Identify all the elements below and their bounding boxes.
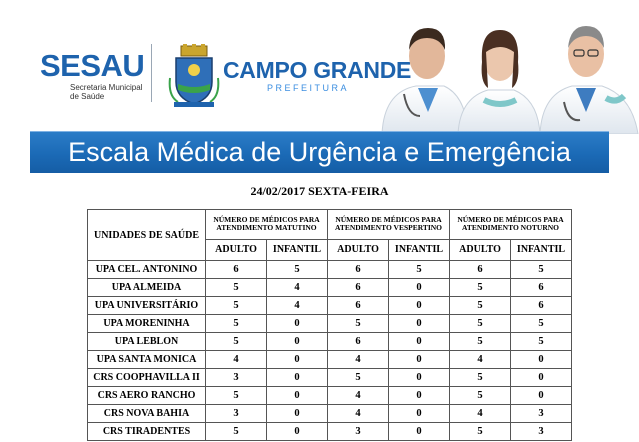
title-banner bbox=[30, 131, 609, 173]
doctor-count-cell: 5 bbox=[389, 261, 450, 279]
unit-name-cell: CRS AERO RANCHO bbox=[88, 387, 206, 405]
doctor-count-cell: 0 bbox=[389, 351, 450, 369]
table-row bbox=[88, 423, 572, 441]
doctor-count-cell: 0 bbox=[389, 387, 450, 405]
unit-name-cell: UPA ALMEIDA bbox=[88, 279, 206, 297]
doctor-count-cell: 5 bbox=[511, 261, 572, 279]
age-header: ADULTO bbox=[206, 239, 267, 260]
table-row bbox=[88, 351, 572, 369]
doctor-count-cell: 5 bbox=[206, 297, 267, 315]
age-header: ADULTO bbox=[450, 239, 511, 260]
doctor-count-cell: 0 bbox=[267, 315, 328, 333]
doctor-count-cell: 3 bbox=[511, 405, 572, 423]
doctor-count-cell: 0 bbox=[267, 333, 328, 351]
unit-name-cell: UPA CEL. ANTONINO bbox=[88, 261, 206, 279]
doctor-count-cell: 4 bbox=[328, 351, 389, 369]
doctor-count-cell: 4 bbox=[267, 279, 328, 297]
doctor-count-cell: 5 bbox=[450, 423, 511, 441]
doctor-count-cell: 5 bbox=[450, 315, 511, 333]
age-header: INFANTIL bbox=[389, 239, 450, 260]
page-header bbox=[0, 0, 639, 134]
table-row bbox=[88, 333, 572, 351]
doctor-count-cell: 0 bbox=[389, 297, 450, 315]
doctor-count-cell: 6 bbox=[328, 279, 389, 297]
doctor-count-cell: 4 bbox=[206, 351, 267, 369]
unit-name-cell: CRS NOVA BAHIA bbox=[88, 405, 206, 423]
schedule-table bbox=[87, 209, 572, 441]
doctor-count-cell: 6 bbox=[511, 279, 572, 297]
doctor-count-cell: 5 bbox=[450, 387, 511, 405]
unit-name-cell: UPA LEBLON bbox=[88, 333, 206, 351]
doctor-count-cell: 0 bbox=[267, 351, 328, 369]
doctor-count-cell: 4 bbox=[267, 297, 328, 315]
unit-name-cell: UPA UNIVERSITÁRIO bbox=[88, 297, 206, 315]
sesau-subtitle-line2: de Saúde bbox=[70, 92, 105, 101]
sesau-logo bbox=[40, 50, 148, 106]
doctor-count-cell: 5 bbox=[450, 297, 511, 315]
period-header-afternoon: NÚMERO DE MÉDICOS PARA ATENDIMENTO VESPERTINO bbox=[328, 210, 450, 240]
banner-title: Escala Médica de Urgência e Emergência bbox=[68, 137, 571, 167]
doctor-count-cell: 0 bbox=[511, 351, 572, 369]
doctor-count-cell: 3 bbox=[206, 405, 267, 423]
doctor-count-cell: 5 bbox=[450, 333, 511, 351]
doctor-count-cell: 0 bbox=[389, 333, 450, 351]
doctor-count-cell: 5 bbox=[206, 333, 267, 351]
doctor-count-cell: 0 bbox=[267, 423, 328, 441]
doctor-count-cell: 6 bbox=[328, 297, 389, 315]
doctor-count-cell: 0 bbox=[389, 315, 450, 333]
table-row bbox=[88, 315, 572, 333]
period-header-morning: NÚMERO DE MÉDICOS PARA ATENDIMENTO MATUTINO bbox=[206, 210, 328, 240]
age-header: INFANTIL bbox=[511, 239, 572, 260]
doctor-count-cell: 5 bbox=[267, 261, 328, 279]
table-row bbox=[88, 369, 572, 387]
doctor-count-cell: 5 bbox=[206, 315, 267, 333]
doctor-count-cell: 0 bbox=[389, 279, 450, 297]
doctor-center-figure bbox=[458, 30, 540, 134]
doctor-count-cell: 0 bbox=[389, 405, 450, 423]
doctor-count-cell: 5 bbox=[206, 387, 267, 405]
doctor-count-cell: 0 bbox=[389, 369, 450, 387]
doctor-count-cell: 4 bbox=[328, 387, 389, 405]
sesau-subtitle-line1: Secretaria Municipal bbox=[70, 83, 143, 92]
doctor-count-cell: 5 bbox=[328, 369, 389, 387]
table-row bbox=[88, 297, 572, 315]
doctor-count-cell: 0 bbox=[267, 405, 328, 423]
period-header-row bbox=[88, 210, 572, 240]
doctor-count-cell: 4 bbox=[328, 405, 389, 423]
schedule-date: 24/02/2017 SEXTA-FEIRA bbox=[250, 184, 389, 198]
doctor-count-cell: 5 bbox=[328, 315, 389, 333]
unit-column-header: UNIDADES DE SAÚDE bbox=[88, 210, 206, 261]
sesau-wordmark: SESAU bbox=[40, 48, 145, 83]
doctor-count-cell: 0 bbox=[511, 369, 572, 387]
table-row bbox=[88, 279, 572, 297]
unit-name-cell: UPA MORENINHA bbox=[88, 315, 206, 333]
unit-name-cell: UPA SANTA MONICA bbox=[88, 351, 206, 369]
doctor-count-cell: 4 bbox=[450, 405, 511, 423]
doctor-count-cell: 5 bbox=[450, 369, 511, 387]
table-row bbox=[88, 387, 572, 405]
doctor-count-cell: 5 bbox=[450, 279, 511, 297]
table-row bbox=[88, 261, 572, 279]
doctor-count-cell: 3 bbox=[206, 369, 267, 387]
doctor-left-figure bbox=[382, 28, 468, 134]
age-header: INFANTIL bbox=[267, 239, 328, 260]
doctor-count-cell: 5 bbox=[511, 315, 572, 333]
logo-divider bbox=[151, 44, 152, 102]
sesau-subtitle bbox=[70, 83, 142, 101]
doctor-count-cell: 6 bbox=[206, 261, 267, 279]
doctor-count-cell: 0 bbox=[267, 369, 328, 387]
table-row bbox=[88, 405, 572, 423]
doctor-count-cell: 5 bbox=[206, 279, 267, 297]
doctor-right-figure bbox=[540, 26, 638, 134]
doctor-count-cell: 0 bbox=[511, 387, 572, 405]
doctor-count-cell: 0 bbox=[267, 387, 328, 405]
doctor-count-cell: 0 bbox=[389, 423, 450, 441]
unit-name-cell: CRS TIRADENTES bbox=[88, 423, 206, 441]
unit-name-cell: CRS COOPHAVILLA II bbox=[88, 369, 206, 387]
doctor-count-cell: 6 bbox=[328, 333, 389, 351]
doctor-count-cell: 4 bbox=[450, 351, 511, 369]
doctors-photo bbox=[380, 12, 639, 134]
city-crest-icon bbox=[168, 44, 220, 108]
doctor-count-cell: 5 bbox=[511, 333, 572, 351]
city-title: CAMPO GRANDE bbox=[223, 57, 412, 83]
doctor-count-cell: 6 bbox=[450, 261, 511, 279]
doctor-count-cell: 3 bbox=[511, 423, 572, 441]
age-header: ADULTO bbox=[328, 239, 389, 260]
period-header-night: NÚMERO DE MÉDICOS PARA ATENDIMENTO NOTURNO bbox=[450, 210, 572, 240]
doctor-count-cell: 5 bbox=[206, 423, 267, 441]
doctor-count-cell: 3 bbox=[328, 423, 389, 441]
doctor-count-cell: 6 bbox=[511, 297, 572, 315]
doctor-count-cell: 6 bbox=[328, 261, 389, 279]
city-subtitle: PREFEITURA bbox=[267, 83, 350, 93]
schedule-body bbox=[88, 261, 572, 441]
